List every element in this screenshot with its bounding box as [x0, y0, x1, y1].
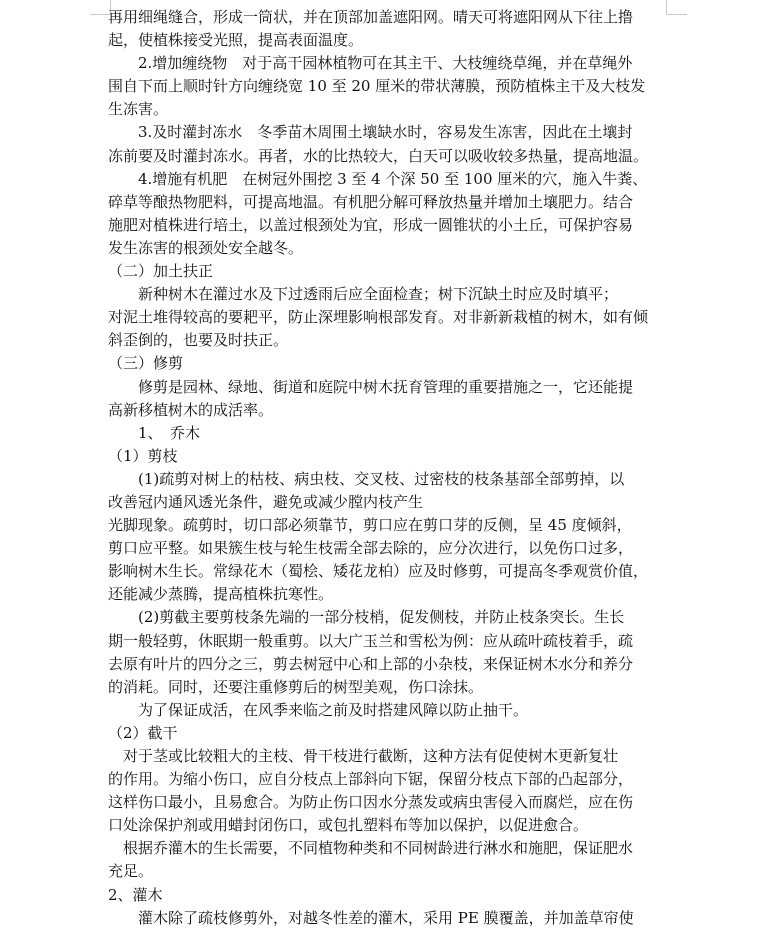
text-line: 剪口应平整。如果簇生枝与轮生枝需全部去除的，应分次进行，以免伤口过多， — [108, 539, 634, 558]
text-line: 期一般轻剪，休眠期一般重剪。以大广玉兰和雪松为例：应从疏叶疏枝着手，疏 — [108, 631, 634, 650]
document-body — [108, 6, 668, 930]
text-line: 围自下而上顺时针方向缠绕宽 10 至 20 厘米的带状薄膜，预防植株主干及大枝发 — [108, 77, 646, 96]
page-corner-mark-right — [666, 0, 687, 15]
text-line: 修剪是园林、绿地、街道和庭院中树木抚育管理的重要措施之一，它还能提 — [108, 377, 634, 396]
text-line: 还能减少蒸腾，提高植株抗寒性。 — [108, 585, 334, 604]
text-line: 3.及时灌封冻水 冬季苗木周围土壤缺水时，容易发生冻害，因此在土壤封 — [108, 123, 633, 142]
text-line: 去原有叶片的四分之三，剪去树冠中心和上部的小杂枝，来保证树木水分和养分 — [108, 654, 634, 673]
text-line: 4.增施有机肥 在树冠外围挖 3 至 4 个深 50 至 100 厘米的穴，施入牛粪、 — [108, 169, 648, 188]
text-line: 斜歪倒的，也要及时扶正。 — [108, 331, 289, 350]
text-line: 灌木除了疏枝修剪外，对越冬性差的灌木，采用 PE 膜覆盖，并加盖草帘使 — [108, 908, 634, 927]
text-line: 光脚现象。疏剪时，切口部必须靠节，剪口应在剪口芽的反侧，呈 45 度倾斜， — [108, 516, 632, 535]
subsection-heading: 1、 乔木 — [108, 423, 201, 442]
text-line: 2.增加缠绕物 对于高干园林植物可在其主干、大枝缠绕草绳，并在草绳外 — [108, 54, 633, 73]
text-line: 口处涂保护剂或用蜡封闭伤口，或包扎塑料布等加以保护，以促进愈合。 — [108, 816, 589, 835]
section-heading: （二）加土扶正 — [108, 262, 214, 281]
text-line: 再用细绳缝合，形成一筒状，并在顶部加盖遮阳网。晴天可将遮阳网从下往上撸 — [108, 8, 634, 26]
text-line: (2)剪截主要剪枝条先端的一部分枝梢，促发侧枝，并防止枝条突长。生长 — [108, 608, 625, 627]
text-line: 为了保证成活，在风季来临之前及时搭建风障以防止抽干。 — [108, 700, 529, 719]
subsection-heading: （1）剪枝 — [108, 446, 178, 465]
text-line: 碎草等酿热物肥料，可提高地温。有机肥分解可释放热量并增加土壤肥力。结合 — [108, 192, 634, 211]
text-line: 起，使植株接受光照，提高表面温度。 — [108, 31, 364, 50]
text-line: 的消耗。同时，还要注重修剪后的树型美观，伤口涂抹。 — [108, 677, 484, 696]
text-line: 发生冻害的根颈处安全越冬。 — [108, 238, 304, 257]
text-line: 对于茎或比较粗大的主枝、骨干枝进行截断，这种方法有促使树木更新复壮 — [108, 747, 619, 765]
text-line: 充足。 — [108, 862, 154, 881]
text-line: 改善冠内通风透光条件，避免或减少膛内枝产生 — [108, 492, 424, 511]
section-heading: 2、灌木 — [108, 885, 163, 904]
text-line: (1)疏剪对树上的枯枝、病虫枝、交叉枝、过密枝的枝条基部全部剪掉，以 — [108, 469, 625, 488]
text-line: 冻前要及时灌封冻水。再者，水的比热较大，白天可以吸收较多热量，提高地温。 — [108, 146, 649, 165]
text-line: 高新移植树木的成活率。 — [108, 400, 274, 419]
section-heading: （三）修剪 — [108, 354, 184, 373]
text-line: 施肥对植株进行培土，以盖过根颈处为宜，形成一圆锥状的小土丘，可保护容易 — [108, 215, 634, 234]
subsection-heading: （2）截干 — [108, 723, 178, 742]
text-line: 影响树木生长。常绿花木（蜀桧、矮花龙柏）应及时修剪，可提高冬季观赏价值， — [108, 562, 649, 581]
text-line: 新种树木在灌过水及下过透雨后应全面检查；树下沉缺土时应及时填平； — [108, 285, 619, 304]
text-line: 对泥土堆得较高的要耙平，防止深埋影响根部发育。对非新新栽植的树木，如有倾 — [108, 308, 649, 327]
text-line: 根据乔灌木的生长需要，不同植物种类和不同树龄进行淋水和施肥，保证肥水 — [108, 839, 634, 858]
text-line: 生冻害。 — [108, 100, 169, 119]
text-line: 这样伤口最小，且易愈合。为防止伤口因水分蒸发或病虫害侵入而腐烂，应在伤 — [108, 793, 634, 812]
text-line: 的作用。为缩小伤口，应自分枝点上部斜向下锯，保留分枝点下部的凸起部分， — [108, 770, 634, 789]
